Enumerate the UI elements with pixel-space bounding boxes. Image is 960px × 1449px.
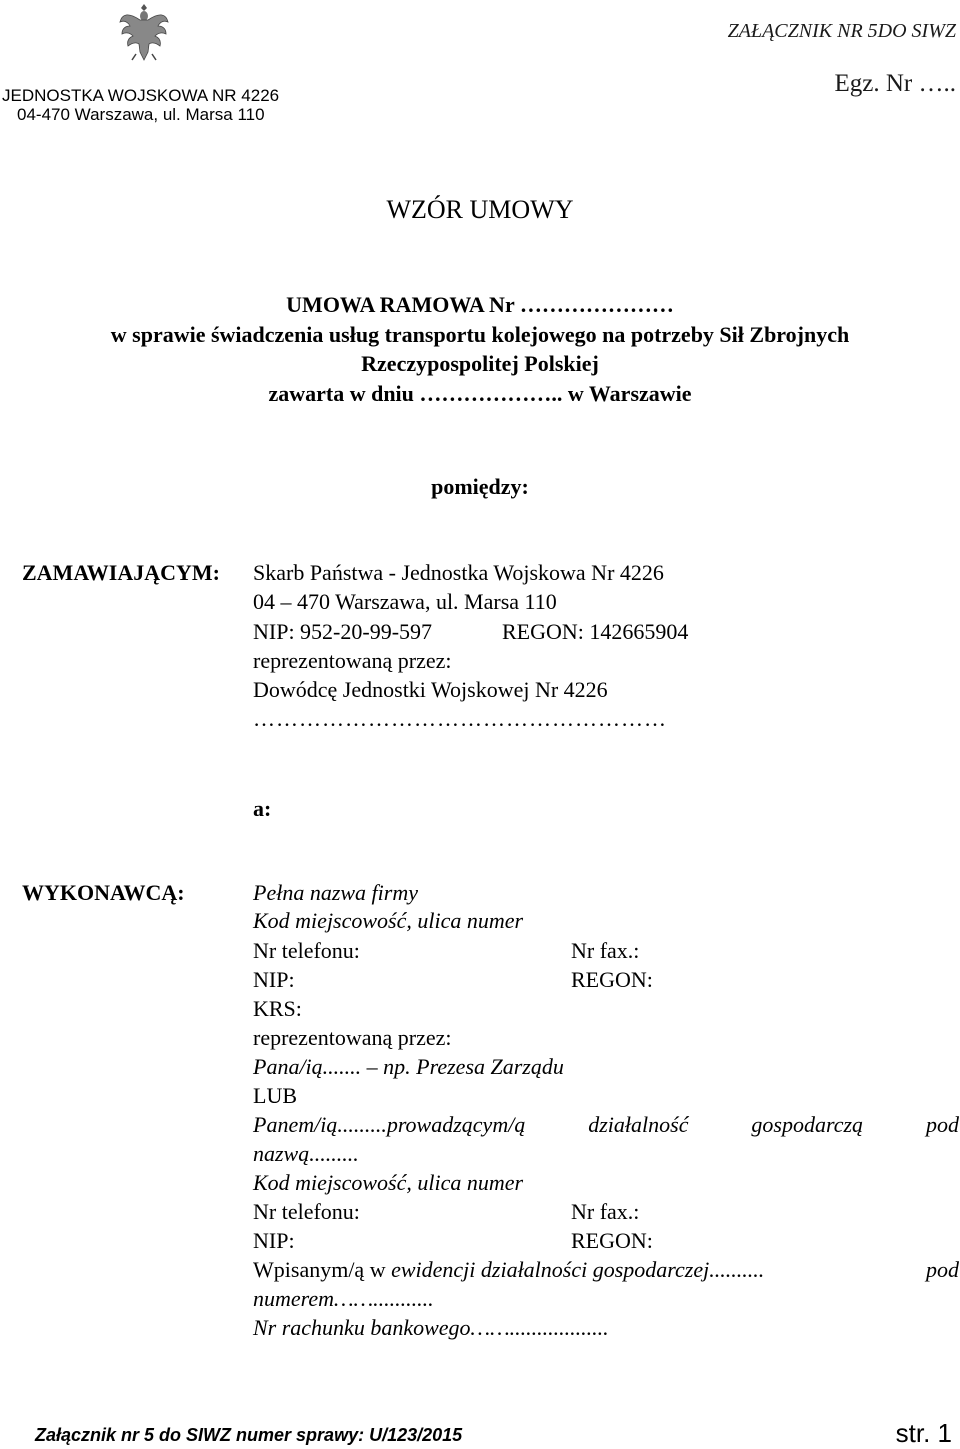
ordering-party-label: ZAMAWIAJĄCYM: (22, 560, 220, 585)
page-number: str. 1 (895, 1418, 952, 1448)
ordering-party-dots: ……………………………………………… (253, 706, 667, 731)
between-label: pomiędzy: (431, 474, 529, 499)
contractor-company-name: Pełna nazwa firmy (253, 880, 418, 905)
alt-activity-word: gospodarczą (751, 1112, 864, 1137)
contractor-krs: KRS: (253, 996, 302, 1021)
registry-end: pod (926, 1257, 959, 1282)
contractor-alt-phone: Nr telefonu: (253, 1199, 360, 1224)
copy-number: Egz. Nr ….. (834, 70, 956, 97)
eagle-emblem-icon (118, 2, 170, 62)
ordering-party-address: 04 – 470 Warszawa, ul. Marsa 110 (253, 589, 557, 614)
contractor-alt-regon: REGON: (571, 1228, 653, 1253)
contractor-nip: NIP: (253, 967, 295, 992)
ordering-party-nip: NIP: 952-20-99-597 (253, 619, 433, 644)
and-label: a: (253, 796, 272, 821)
contractor-alt-address: Kod miejscowość, ulica numer (253, 1170, 524, 1195)
unit-address: 04-470 Warszawa, ul. Marsa 110 (17, 105, 265, 124)
contractor-bank-account: Nr rachunku bankowego…….................. (253, 1315, 609, 1340)
contractor-phone: Nr telefonu: (253, 938, 360, 963)
ordering-party-name: Skarb Państwa - Jednostka Wojskowa Nr 4226 (253, 560, 664, 585)
contractor-label: WYKONAWCĄ: (22, 880, 185, 905)
alt-activity-word: Panem/ią.........prowadzącym/ą (253, 1112, 526, 1137)
ordering-party-represented: reprezentowaną przez: (253, 648, 452, 673)
contractor-person-role: – np. Prezesa Zarządu (361, 1054, 564, 1079)
ordering-party-regon: REGON: 142665904 (502, 619, 689, 644)
contractor-alt-name: nazwą......... (253, 1141, 359, 1166)
registry-text-italic: ewidencji działalności gospodarczej.......... (391, 1257, 765, 1282)
footer-reference: Załącznik nr 5 do SIWZ numer sprawy: U/123/2015 (35, 1425, 463, 1445)
contractor-registry (253, 1257, 959, 1283)
contractor-alt-activity (253, 1112, 959, 1138)
or-label: LUB (253, 1083, 297, 1108)
contractor-registry-number: numerem……........... (253, 1286, 434, 1311)
unit-name: JEDNOSTKA WOJSKOWA NR 4226 (2, 86, 280, 105)
contract-subject: w sprawie świadczenia usług transportu kolejowego na potrzeby Sił Zbrojnych (110, 322, 850, 347)
contractor-person (253, 1054, 564, 1080)
contractor-represented: reprezentowaną przez: (253, 1025, 452, 1050)
ordering-party-commander: Dowódcę Jednostki Wojskowej Nr 4226 (253, 677, 608, 702)
contract-date: zawarta w dniu ……………….. w Warszawie (268, 381, 692, 406)
contractor-regon: REGON: (571, 967, 653, 992)
attachment-label: ZAŁĄCZNIK NR 5DO SIWZ (727, 20, 956, 42)
document-title: WZÓR UMOWY (386, 195, 574, 224)
alt-activity-word: pod (925, 1112, 959, 1137)
contractor-person-name: Pana/ią....... (253, 1054, 362, 1079)
registry-text: Wpisanym/ą w ewidencji działalności gospodarczej.......... (253, 1257, 765, 1282)
contractor-alt-fax: Nr fax.: (571, 1199, 640, 1224)
contract-subject-cont: Rzeczypospolitej Polskiej (361, 351, 599, 376)
alt-activity-word: działalność (588, 1112, 689, 1137)
contractor-alt-nip: NIP: (253, 1228, 295, 1253)
contractor-fax: Nr fax.: (571, 938, 640, 963)
contractor-address: Kod miejscowość, ulica numer (253, 908, 524, 933)
contract-number: UMOWA RAMOWA Nr ………………… (286, 292, 674, 317)
